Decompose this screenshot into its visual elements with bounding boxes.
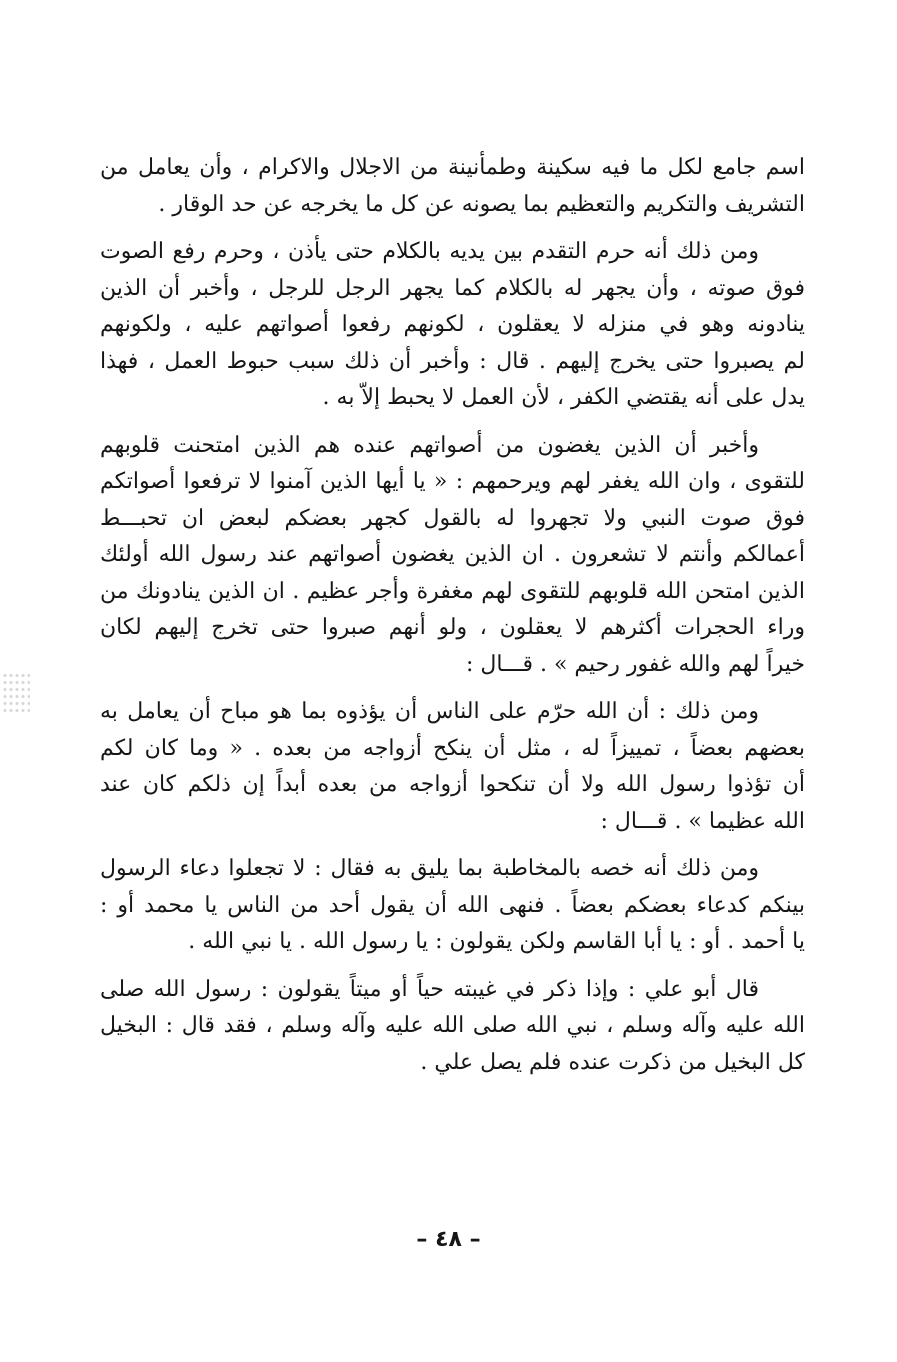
text-line: يدل على أنه يقتضي الكفر ، لأن العمل لا يحبط إلاّ به . [322,385,805,410]
page-number: – ٤٨ – [416,1227,481,1252]
text-line: ومن ذلك : أن الله حرّم على الناس أن يؤذوه بما هو مباح أن يعامل به [100,699,759,724]
text-line: اسم جامع لكل ما فيه سكينة وطمأنينة من الاجلال والاكرام ، وأن يعامل من [100,155,805,180]
paragraph-1 [100,150,805,223]
text-line: قال أبو علي : وإذا ذكر في غيبته حياً أو ميتاً يقولون : رسول الله صلى [100,976,759,1002]
text-line: ومن ذلك أنه حرم التقدم بين يديه بالكلام حتى يأذن ، وحرم رفع الصوت [100,239,760,264]
text-line: أن تؤذوا رسول الله ولا أن تنكحوا أزواجه من بعده أبداً إن ذلكم كان عند [100,772,805,797]
text-line: الذين امتحن الله قلوبهم للتقوى لهم مغفرة وأجر عظيم . ان الذين ينادونك من [100,578,805,604]
text-line: فوق صوت النبي ولا تجهروا له بالقول كجهر بعضكم لبعض ان تحبـــط [100,505,805,531]
body-text [100,150,805,1092]
text-line: الله عظيما » . قـــال : [600,808,805,834]
text-line: ينادونه وهو في منزله لا يعقلون ، لكونهم رفعوا أصواتهم عليه ، ولكونهم [100,312,805,337]
paragraph-5 [100,851,805,961]
text-line: الله عليه وآله وسلم ، نبي الله صلى الله عليه وآله وسلم ، فقد قال : البخيل [100,1013,805,1038]
paragraph-3 [100,428,805,684]
text-line: كل البخيل من ذكرت عنده فلم يصل علي . [420,1049,805,1075]
text-line: بعضهم بعضاً ، تمييزاً له ، مثل أن ينكح أزواجه من بعده . « وما كان لكم [100,735,805,761]
text-line: أعمالكم وأنتم لا تشعرون . ان الذين يغضون أصواتهم عند رسول الله أولئك [100,542,805,567]
text-line: التشريف والتكريم والتعظيم بما يصونه عن كل ما يخرجه عن حد الوقار . [158,191,805,217]
text-line: للتقوى ، وان الله يغفر لهم ويرحمهم : « يا أيها الذين آمنوا لا ترفعوا أصواتكم [100,469,805,494]
text-line: وراء الحجرات أكثرهم لا يعقلون ، ولو أنهم صبروا حتى تخرج إليهم لكان [100,615,805,640]
text-line: بينكم كدعاء بعضكم بعضاً . فنهى الله أن يقول أحد من الناس يا محمد أو : [100,892,806,918]
paragraph-2 [100,234,805,417]
text-line: خيراً لهم والله غفور رحيم » . قـــال : [466,651,805,677]
text-line: ومن ذلك أنه خصه بالمخاطبة بما يليق به فقال : لا تجعلوا دعاء الرسول [100,856,759,881]
text-line: فوق صوته ، وأن يجهر له بالكلام كما يجهر الرجل للرجل ، وأخبر أن الذين [100,275,805,301]
paragraph-4 [100,694,805,840]
paragraph-6 [100,972,805,1082]
text-line: يا أحمد . أو : يا أبا القاسم ولكن يقولون : يا رسول الله . يا نبي الله . [188,929,805,954]
scan-speckle [2,672,30,712]
text-line: لم يصبروا حتى يخرج إليهم . قال : وأخبر أن ذلك سبب حبوط العمل ، فهذا [100,348,805,374]
text-line: وأخبر أن الذين يغضون من أصواتهم عنده هم الذين امتحنت قلوبهم [100,432,759,458]
